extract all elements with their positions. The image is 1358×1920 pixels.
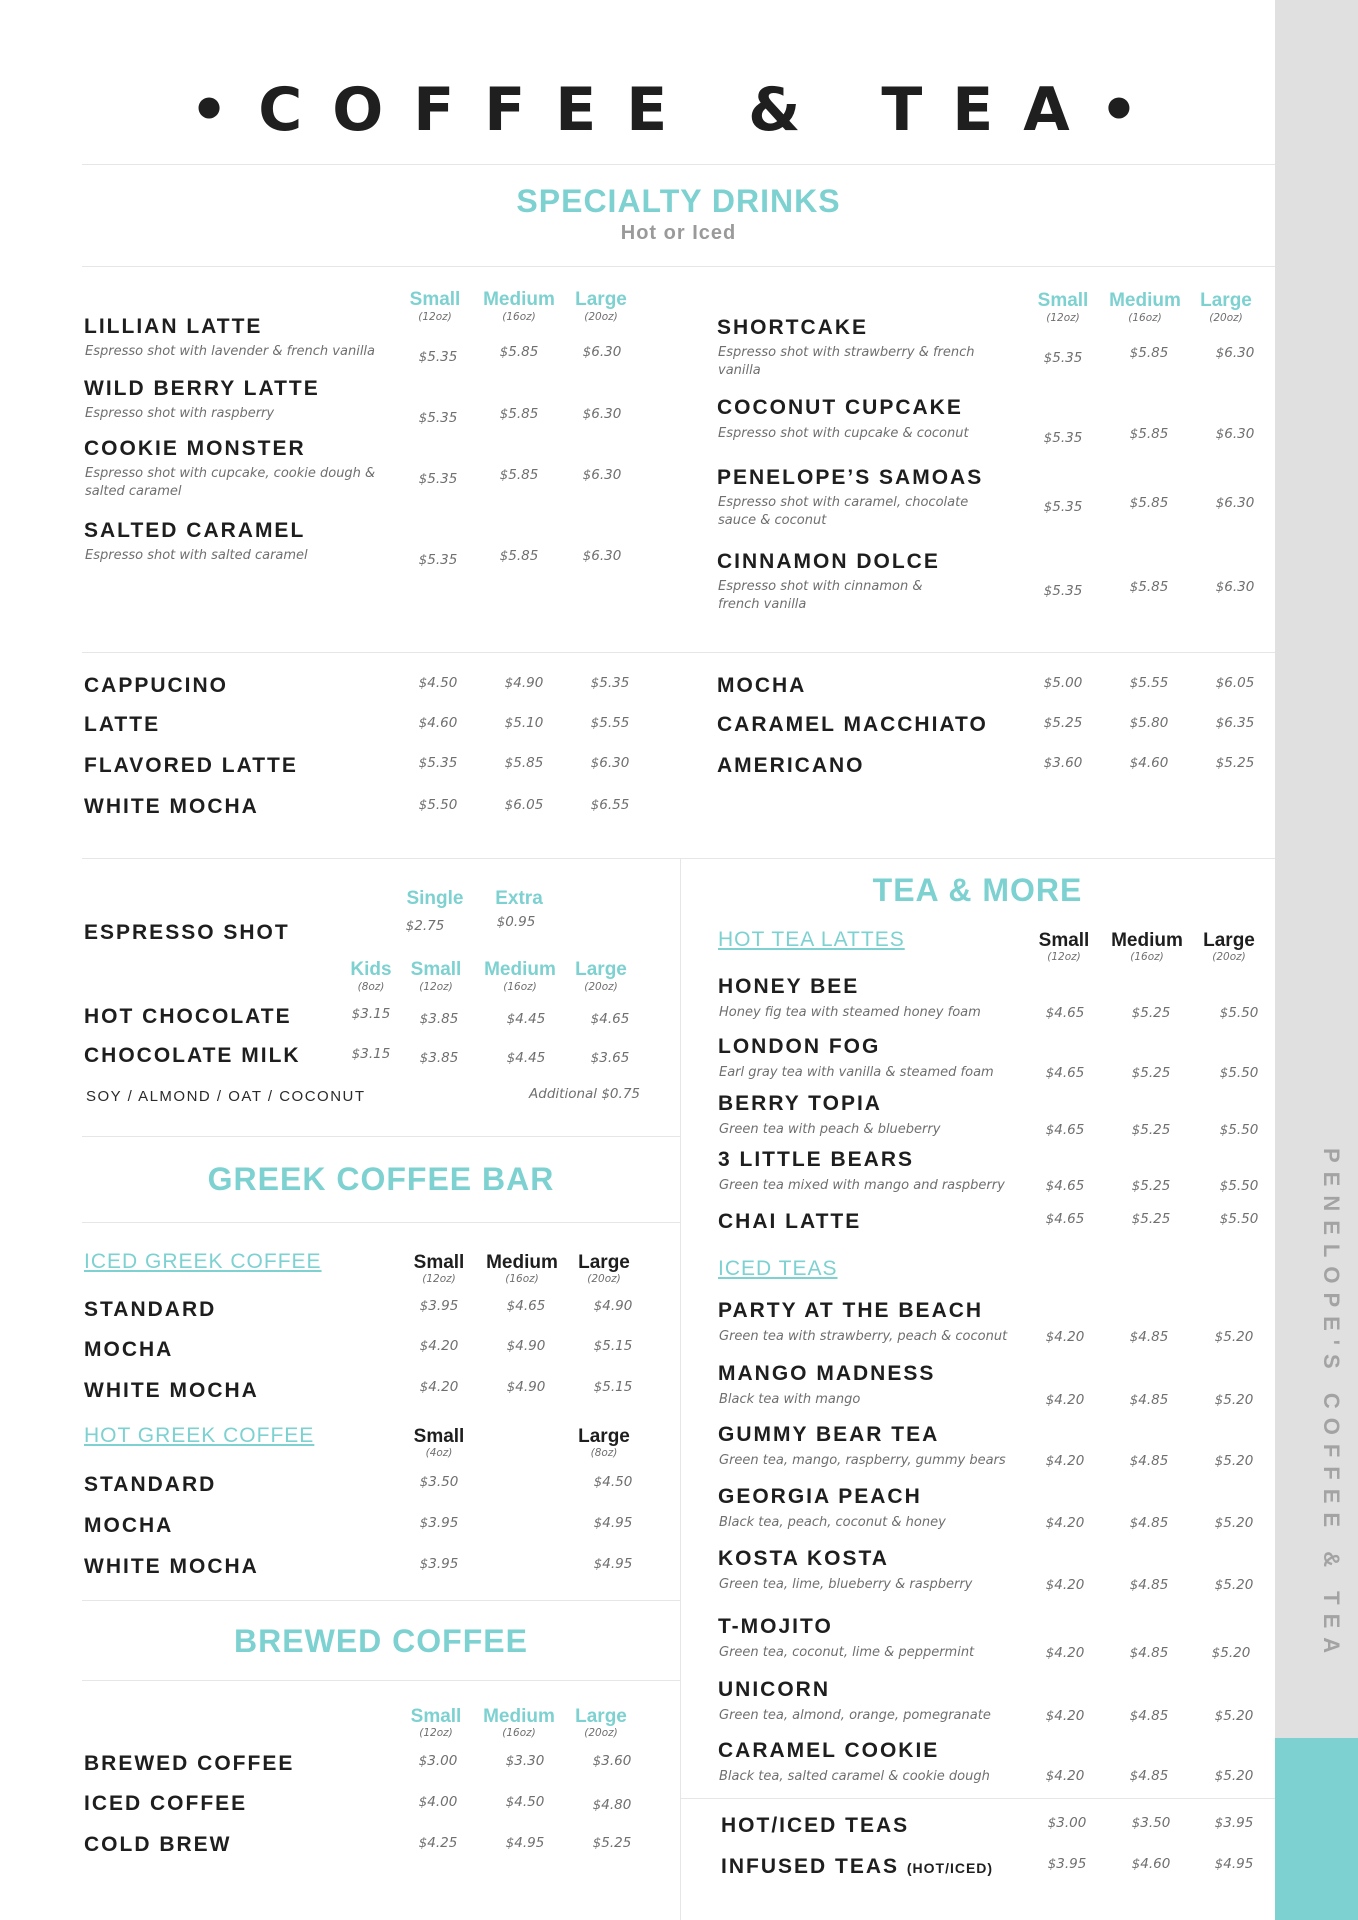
menu-item-name: WHITE MOCHA xyxy=(84,1379,259,1402)
price: $5.25 xyxy=(1131,1065,1171,1081)
divider xyxy=(82,1222,680,1223)
menu-item-name: AMERICANO xyxy=(717,754,865,777)
price: $4.20 xyxy=(1045,1708,1085,1724)
greek-heading: GREEK COFFEE BAR xyxy=(207,1161,555,1197)
price: $5.35 xyxy=(1043,583,1083,599)
price: $6.30 xyxy=(582,548,622,564)
price: $4.65 xyxy=(1045,1211,1085,1227)
price: $5.50 xyxy=(1219,1211,1259,1227)
size-large-oz: (20oz) xyxy=(1212,951,1246,963)
size-medium-oz: (16oz) xyxy=(503,981,537,993)
price: $5.25 xyxy=(592,1835,632,1851)
menu-item-desc: Green tea with strawberry, peach & coconut xyxy=(719,1329,1008,1344)
menu-item-name: SALTED CARAMEL xyxy=(84,519,306,542)
size-large-oz: (20oz) xyxy=(584,311,618,323)
price: $6.05 xyxy=(504,797,544,813)
price: $3.15 xyxy=(351,1046,391,1062)
price: $3.00 xyxy=(1047,1815,1087,1831)
price: $4.95 xyxy=(593,1515,633,1531)
menu-item-desc: Green tea with peach & blueberry xyxy=(719,1122,941,1137)
menu-item-name: STANDARD xyxy=(84,1473,217,1496)
divider xyxy=(82,164,1275,165)
size-large-oz: (20oz) xyxy=(584,1727,618,1739)
size-medium-oz: (16oz) xyxy=(1128,312,1162,324)
price: $4.80 xyxy=(592,1797,632,1813)
menu-item-name: CARAMEL COOKIE xyxy=(718,1739,940,1762)
size-small-oz: (4oz) xyxy=(425,1447,453,1459)
size-large: Large xyxy=(578,1426,630,1447)
price: $5.50 xyxy=(1219,1122,1259,1138)
menu-item-desc: Green tea, lime, blueberry & raspberry xyxy=(719,1577,973,1592)
menu-item-name: LATTE xyxy=(84,713,161,736)
price: $6.30 xyxy=(1215,426,1255,442)
price: $6.30 xyxy=(582,467,622,483)
price: $4.95 xyxy=(1214,1856,1254,1872)
menu-item-desc: Green tea mixed with mango and raspberry xyxy=(719,1178,1005,1193)
divider xyxy=(82,266,1275,267)
menu-item-desc: Espresso shot with caramel, chocolate sauce & coconut xyxy=(718,495,969,528)
price: $5.35 xyxy=(1043,350,1083,366)
menu-item-desc: Green tea, almond, orange, pomegranate xyxy=(719,1708,991,1723)
hot-tea-lattes-link[interactable]: HOT TEA LATTES xyxy=(718,928,905,951)
size-extra: Extra xyxy=(495,888,543,909)
menu-item-desc: Black tea with mango xyxy=(719,1392,861,1407)
menu-item-name: MOCHA xyxy=(717,674,807,697)
price: $5.35 xyxy=(418,471,458,487)
price: $4.60 xyxy=(418,715,458,731)
specialty-heading: SPECIALTY DRINKS xyxy=(516,183,841,219)
price: $4.90 xyxy=(504,675,544,691)
price: $4.85 xyxy=(1129,1708,1169,1724)
divider xyxy=(82,1600,680,1601)
price: $6.30 xyxy=(582,344,622,360)
price: $4.20 xyxy=(1045,1453,1085,1469)
brewed-heading: BREWED COFFEE xyxy=(234,1623,528,1659)
price: $5.25 xyxy=(1131,1178,1171,1194)
menu-item-name: WILD BERRY LATTE xyxy=(84,377,320,400)
menu-item-name: 3 LITTLE BEARS xyxy=(718,1148,915,1171)
price: $4.65 xyxy=(1045,1122,1085,1138)
price: $5.35 xyxy=(1043,430,1083,446)
price: $5.50 xyxy=(418,797,458,813)
menu-item-name: BERRY TOPIA xyxy=(718,1092,882,1115)
price: $5.35 xyxy=(418,349,458,365)
menu-item-name: SHORTCAKE xyxy=(717,316,869,339)
size-small: Small xyxy=(413,1252,465,1273)
menu-item-name: CHAI LATTE xyxy=(718,1210,862,1233)
price: $3.00 xyxy=(418,1753,458,1769)
menu-item-name: COOKIE MONSTER xyxy=(84,437,306,460)
menu-item-name: UNICORN xyxy=(718,1678,830,1701)
menu-item-desc: Espresso shot with cupcake, cookie dough & salted caramel xyxy=(85,466,376,499)
menu-item-name: FLAVORED LATTE xyxy=(84,754,298,777)
price: $4.50 xyxy=(505,1794,545,1810)
price: $5.85 xyxy=(499,467,539,483)
price: $5.20 xyxy=(1214,1453,1254,1469)
price: $3.95 xyxy=(1214,1815,1254,1831)
price: $4.85 xyxy=(1129,1577,1169,1593)
size-small: Small xyxy=(410,1706,462,1727)
price: $3.60 xyxy=(592,1753,632,1769)
price: $4.20 xyxy=(1045,1768,1085,1784)
menu-item-name: HOT/ICED TEAS xyxy=(721,1814,910,1837)
price: $3.60 xyxy=(1043,755,1083,771)
size-large-oz: (20oz) xyxy=(584,981,618,993)
iced-teas-link[interactable]: ICED TEAS xyxy=(718,1257,838,1280)
divider xyxy=(680,1798,1275,1799)
price: $4.85 xyxy=(1129,1515,1169,1531)
price: $5.85 xyxy=(504,755,544,771)
size-medium: Medium xyxy=(484,959,556,980)
hot-greek-coffee-link[interactable]: HOT GREEK COFFEE xyxy=(84,1424,315,1447)
size-small: Small xyxy=(409,289,461,310)
price: $5.25 xyxy=(1043,715,1083,731)
price: $4.20 xyxy=(1045,1645,1085,1661)
price: $4.65 xyxy=(506,1298,546,1314)
size-medium-oz: (16oz) xyxy=(502,311,536,323)
price: $4.20 xyxy=(419,1338,459,1354)
milk-additional-price: Additional $0.75 xyxy=(529,1086,640,1102)
price: $4.65 xyxy=(1045,1065,1085,1081)
size-medium: Medium xyxy=(483,1706,555,1727)
price: $5.55 xyxy=(1129,675,1169,691)
specialty-subheading: Hot or Iced xyxy=(620,222,737,244)
size-large-oz: (20oz) xyxy=(1209,312,1243,324)
menu-item-desc: Espresso shot with cupcake & coconut xyxy=(718,426,969,441)
price: $4.20 xyxy=(1045,1329,1085,1345)
price: $4.60 xyxy=(1131,1856,1171,1872)
iced-greek-coffee-link[interactable]: ICED GREEK COFFEE xyxy=(84,1250,322,1273)
price: $5.85 xyxy=(1129,495,1169,511)
price: $5.35 xyxy=(418,755,458,771)
menu-item-name: MANGO MADNESS xyxy=(718,1362,936,1385)
price: $3.95 xyxy=(419,1298,459,1314)
size-large: Large xyxy=(575,289,627,310)
menu-item-name: PARTY AT THE BEACH xyxy=(718,1299,984,1322)
size-small-oz: (12oz) xyxy=(1047,951,1081,963)
menu-item-name: CHOCOLATE MILK xyxy=(84,1044,301,1067)
price: $4.20 xyxy=(1045,1392,1085,1408)
menu-item-name: STANDARD xyxy=(84,1298,217,1321)
price: $4.90 xyxy=(506,1379,546,1395)
price: $5.10 xyxy=(504,715,544,731)
price: $5.15 xyxy=(593,1379,633,1395)
price: $3.85 xyxy=(419,1011,459,1027)
size-single: Single xyxy=(406,888,464,909)
price: $4.45 xyxy=(506,1050,546,1066)
menu-item-name: ESPRESSO SHOT xyxy=(84,921,290,944)
price: $0.95 xyxy=(496,914,536,930)
size-medium-oz: (16oz) xyxy=(505,1273,539,1285)
menu-item-name: CINNAMON DOLCE xyxy=(717,550,940,573)
price: $5.35 xyxy=(590,675,630,691)
size-large: Large xyxy=(1200,290,1252,311)
price: $6.30 xyxy=(1215,579,1255,595)
price: $4.60 xyxy=(1129,755,1169,771)
menu-item-name: MOCHA xyxy=(84,1338,174,1361)
menu-item-desc: Green tea, coconut, lime & peppermint xyxy=(719,1645,975,1660)
price: $5.25 xyxy=(1215,755,1255,771)
price: $5.20 xyxy=(1211,1645,1251,1661)
menu-item-name: ICED COFFEE xyxy=(84,1792,248,1815)
menu-item-desc: Earl gray tea with vanilla & steamed foam xyxy=(719,1065,994,1080)
menu-item-desc: Espresso shot with salted caramel xyxy=(85,548,308,563)
side-title: PENELOPE'S COFFEE & TEA xyxy=(1319,1147,1344,1663)
size-medium: Medium xyxy=(483,289,555,310)
price: $6.35 xyxy=(1215,715,1255,731)
menu-item-desc: Espresso shot with cinnamon & french vanilla xyxy=(718,579,923,612)
size-large: Large xyxy=(578,1252,630,1273)
menu-item-label: INFUSED TEAS xyxy=(721,1855,900,1878)
menu-item-name xyxy=(721,1854,993,1881)
menu-item-name: CARAMEL MACCHIATO xyxy=(717,713,988,736)
sidebar-accent xyxy=(1275,1738,1358,1920)
divider xyxy=(82,652,1275,653)
divider xyxy=(82,1680,680,1681)
menu-item-name: KOSTA KOSTA xyxy=(718,1547,889,1570)
price: $5.80 xyxy=(1129,715,1169,731)
price: $6.30 xyxy=(582,406,622,422)
price: $3.65 xyxy=(590,1050,630,1066)
size-medium-oz: (16oz) xyxy=(502,1727,536,1739)
size-large: Large xyxy=(575,959,627,980)
price: $5.25 xyxy=(1131,1211,1171,1227)
page-title: •COFFEE & TEA• xyxy=(189,75,1169,145)
price: $3.85 xyxy=(419,1050,459,1066)
menu-item-name: HONEY BEE xyxy=(718,975,860,998)
price: $5.35 xyxy=(1043,499,1083,515)
price: $5.15 xyxy=(593,1338,633,1354)
menu-item-name: COCONUT CUPCAKE xyxy=(717,396,963,419)
size-kids-oz: (8oz) xyxy=(357,981,385,993)
price: $6.30 xyxy=(1215,345,1255,361)
price: $5.85 xyxy=(499,406,539,422)
size-small-oz: (12oz) xyxy=(419,1727,453,1739)
price: $3.15 xyxy=(351,1006,391,1022)
price: $3.95 xyxy=(1047,1856,1087,1872)
menu-item-desc: Espresso shot with strawberry & french vanilla xyxy=(718,345,975,378)
price: $4.25 xyxy=(418,1835,458,1851)
price: $4.85 xyxy=(1129,1453,1169,1469)
price: $5.20 xyxy=(1214,1708,1254,1724)
price: $6.30 xyxy=(1215,495,1255,511)
price: $3.30 xyxy=(505,1753,545,1769)
menu-item-name: LONDON FOG xyxy=(718,1035,881,1058)
price: $4.45 xyxy=(506,1011,546,1027)
size-medium: Medium xyxy=(1111,930,1183,951)
price: $5.50 xyxy=(1219,1005,1259,1021)
size-large: Large xyxy=(1203,930,1255,951)
price: $5.85 xyxy=(1129,345,1169,361)
price: $4.65 xyxy=(1045,1178,1085,1194)
size-small-oz: (12oz) xyxy=(418,311,452,323)
menu-item-name: GEORGIA PEACH xyxy=(718,1485,922,1508)
price: $5.20 xyxy=(1214,1515,1254,1531)
size-medium-oz: (16oz) xyxy=(1130,951,1164,963)
price: $6.30 xyxy=(590,755,630,771)
price: $5.20 xyxy=(1214,1768,1254,1784)
size-small: Small xyxy=(1038,930,1090,951)
menu-item-name: CAPPUCINO xyxy=(84,674,229,697)
menu-item-desc: Black tea, salted caramel & cookie dough xyxy=(719,1769,990,1784)
price: $5.20 xyxy=(1214,1329,1254,1345)
price: $4.00 xyxy=(418,1794,458,1810)
price: $5.50 xyxy=(1219,1065,1259,1081)
menu-item-name: HOT CHOCOLATE xyxy=(84,1005,292,1028)
milk-options: SOY / ALMOND / OAT / COCONUT xyxy=(86,1088,366,1105)
price: $4.95 xyxy=(593,1556,633,1572)
price: $5.25 xyxy=(1131,1005,1171,1021)
price: $3.95 xyxy=(419,1515,459,1531)
price: $4.65 xyxy=(590,1011,630,1027)
price: $5.55 xyxy=(590,715,630,731)
menu-item-desc: Green tea, mango, raspberry, gummy bears xyxy=(719,1453,1006,1468)
price: $5.35 xyxy=(418,410,458,426)
price: $5.85 xyxy=(499,548,539,564)
price: $5.85 xyxy=(1129,426,1169,442)
divider xyxy=(82,1136,680,1137)
menu-item-name: WHITE MOCHA xyxy=(84,1555,259,1578)
price: $2.75 xyxy=(405,918,445,934)
price: $5.00 xyxy=(1043,675,1083,691)
price: $4.50 xyxy=(418,675,458,691)
price: $4.20 xyxy=(1045,1577,1085,1593)
price: $4.20 xyxy=(1045,1515,1085,1531)
size-medium: Medium xyxy=(486,1252,558,1273)
price: $4.20 xyxy=(419,1379,459,1395)
price: $3.50 xyxy=(419,1474,459,1490)
menu-item-desc: Espresso shot with raspberry xyxy=(85,406,275,421)
size-small: Small xyxy=(410,959,462,980)
price: $4.95 xyxy=(505,1835,545,1851)
size-small: Small xyxy=(413,1426,465,1447)
menu-item-name: MOCHA xyxy=(84,1514,174,1537)
price: $3.50 xyxy=(1131,1815,1171,1831)
price: $4.85 xyxy=(1129,1329,1169,1345)
menu-item-desc: Black tea, peach, coconut & honey xyxy=(719,1515,946,1530)
price: $4.90 xyxy=(506,1338,546,1354)
price: $5.35 xyxy=(418,552,458,568)
price: $5.50 xyxy=(1219,1178,1259,1194)
size-medium: Medium xyxy=(1109,290,1181,311)
divider xyxy=(82,858,1275,859)
menu-item-name: PENELOPE’S SAMOAS xyxy=(717,466,984,489)
price: $5.25 xyxy=(1131,1122,1171,1138)
menu-item-name: BREWED COFFEE xyxy=(84,1752,295,1775)
menu-item-suffix: (HOT/ICED) xyxy=(906,1860,994,1876)
price: $4.85 xyxy=(1129,1768,1169,1784)
size-small-oz: (12oz) xyxy=(422,1273,456,1285)
price: $5.20 xyxy=(1214,1392,1254,1408)
size-small: Small xyxy=(1037,290,1089,311)
menu-item-name: LILLIAN LATTE xyxy=(84,315,263,338)
price: $5.85 xyxy=(1129,579,1169,595)
price: $4.50 xyxy=(593,1474,633,1490)
price: $6.05 xyxy=(1215,675,1255,691)
size-large-oz: (20oz) xyxy=(587,1273,621,1285)
size-large: Large xyxy=(575,1706,627,1727)
column-divider xyxy=(680,858,681,1920)
price: $3.95 xyxy=(419,1556,459,1572)
size-small-oz: (12oz) xyxy=(419,981,453,993)
menu-item-name: GUMMY BEAR TEA xyxy=(718,1423,940,1446)
price: $4.85 xyxy=(1129,1392,1169,1408)
size-kids: Kids xyxy=(350,959,392,980)
price: $5.85 xyxy=(499,344,539,360)
size-large-oz: (8oz) xyxy=(590,1447,618,1459)
price: $6.55 xyxy=(590,797,630,813)
menu-item-name: T-MOJITO xyxy=(718,1615,833,1638)
price: $4.90 xyxy=(593,1298,633,1314)
price: $4.65 xyxy=(1045,1005,1085,1021)
menu-item-name: COLD BREW xyxy=(84,1833,232,1856)
price: $4.85 xyxy=(1129,1645,1169,1661)
price: $5.20 xyxy=(1214,1577,1254,1593)
menu-item-name: WHITE MOCHA xyxy=(84,795,259,818)
menu-item-desc: Espresso shot with lavender & french vanilla xyxy=(85,344,376,359)
tea-heading: TEA & MORE xyxy=(872,872,1083,908)
size-small-oz: (12oz) xyxy=(1046,312,1080,324)
menu-item-desc: Honey fig tea with steamed honey foam xyxy=(719,1005,981,1020)
